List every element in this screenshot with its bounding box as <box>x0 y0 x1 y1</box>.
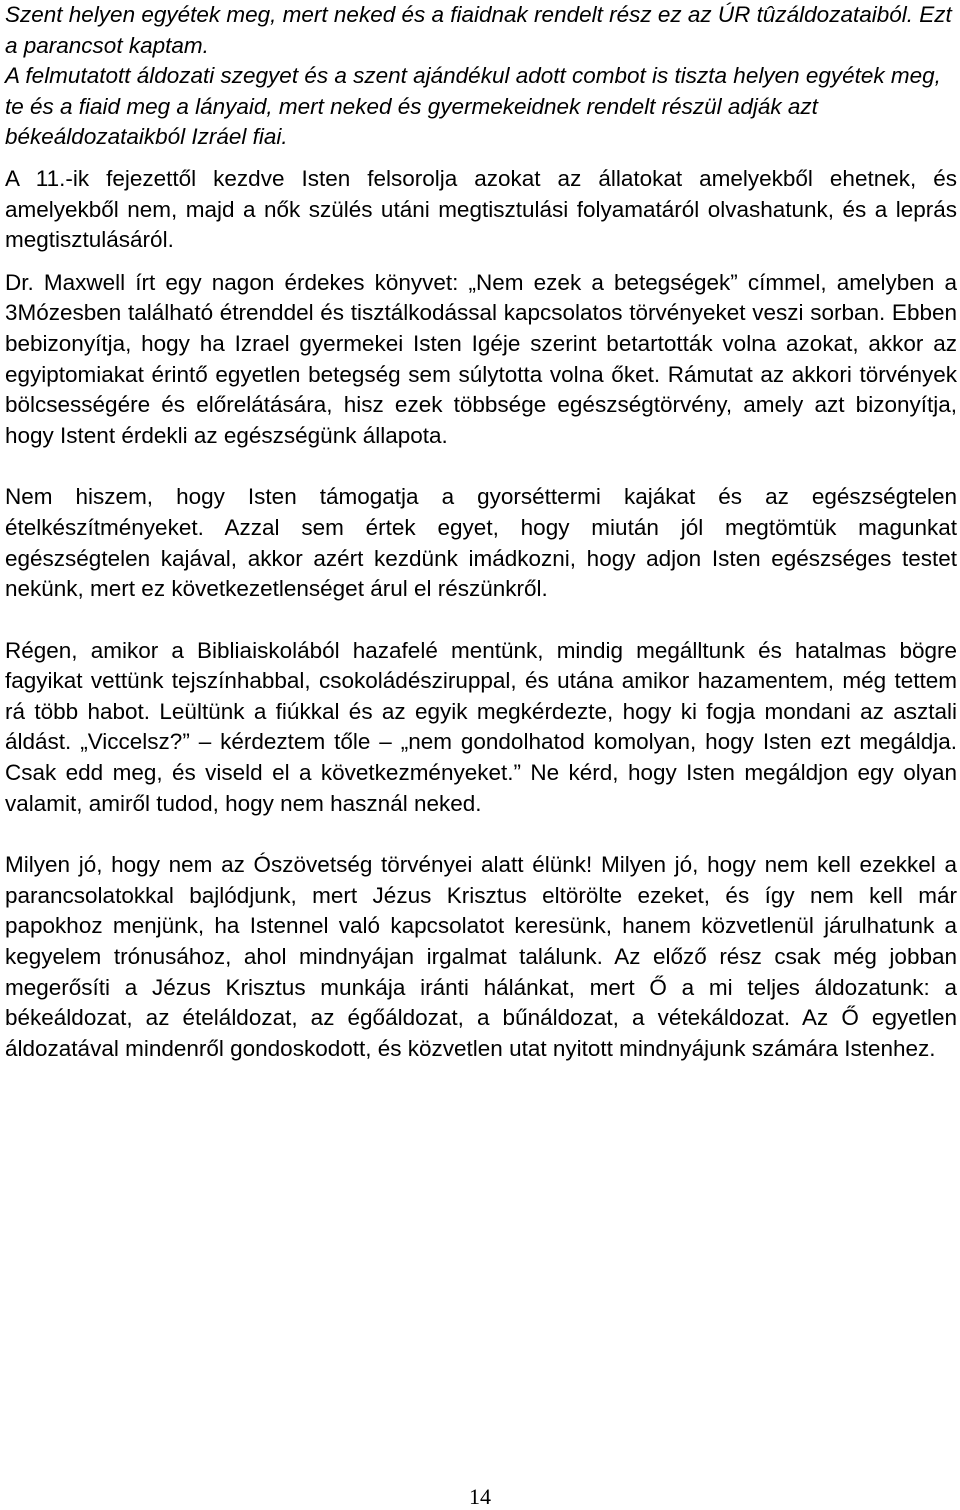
paragraph-new-covenant: Milyen jó, hogy nem az Ószövetség törvényei alatt élünk! Milyen jó, hogy nem kell ezekkel a parancsolatokkal bajlódjunk, mert Jézus Krisztus eltörölte ezeket, és így nem kell már papokhoz menjünk, ha Istennel való kapcsolatot keresünk, hanem közvetlenül járulhatunk a kegyelem trónusához, ahol mindnyájan irgalmat találunk. Az előző rész csak még jobban megerősíti a Jézus Krisztus munkája iránti hálánkat, mert Ő a mi teljes áldozatunk: a békeáldozat, az ételáldozat, az égőáldozat, a bűnáldozat, a vétekáldozat. Az Ő egyetlen áldozatával mindenről gondoskodott, és közvetlen utat nyitott mindnyájunk számára Istenhez. <box>5 852 957 1061</box>
document-page <box>5 0 957 1064</box>
scripture-quote-line-1: Szent helyen egyétek meg, mert neked és a fiaidnak rendelt rész ez az ÚR tûzáldozataiból. Ezt a parancsot kaptam. <box>5 2 952 58</box>
page-number: 14 <box>469 1484 491 1509</box>
paragraph-chapter-11: A 11.-ik fejezettől kezdve Isten felsorolja azokat az állatokat amelyekből ehetnek, és amelyekből nem, majd a nők szülés utáni megtisztulási folyamatáról olvashatunk, és a leprás megtisztulásáról. <box>5 165 957 253</box>
paragraph-ice-cream-story: Régen, amikor a Bibliaiskolából hazafelé mentünk, mindig megálltunk és hatalmas bögre fagyikat vettünk tejszínhabbal, csokoládésziruppal, és utána amikor hazamentem, még tettem rá több habot. Leültünk a fiúkkal és az egyik megkérdezte, hogy ki fogja mondani az asztali áldást. „Viccelsz?” – kérdeztem tőle – „nem gondolhatod komolyan, hogy Isten ezt megáldja. Csak edd meg, és viseld el a következményeket.” Ne kérd, hogy Isten megáldjon egy olyan valamit, amiről tudod, hogy nem használ neked. <box>5 637 957 816</box>
paragraph-fast-food: Nem hiszem, hogy Isten támogatja a gyorséttermi kajákat és az egészségtelen ételkészítményeket. Azzal sem értek egyet, hogy miután jól megtömtük magunkat egészségtelen kajával, akkor azért kezdünk imádkozni, hogy adjon Isten egészséges testet nekünk, mert ez következetlenséget árul el részünkről. <box>5 484 957 602</box>
paragraph-dr-maxwell: Dr. Maxwell írt egy nagon érdekes könyvet: „Nem ezek a betegségek” címmel, amelyben a 3Mózesben található étrenddel és tisztálkodással kapcsolatos törvényeket veszi sorban. Ebben bebizonyítja, hogy ha Izrael gyermekei Isten Igéje szerint betartották volna azokat, akkor az egyiptomiakat érintő egyetlen betegség sem súlytotta volna őket. Rámutat az akkori törvények bölcsességére és előrelátására, hisz ezek többsége egészségtörvény, amely azt bizonyítja, hogy Istent érdekli az egészségünk állapota. <box>5 269 957 448</box>
scripture-quote-line-2: A felmutatott áldozati szegyet és a szent ajándékul adott combot is tiszta helyen egyétek meg, te és a fiaid meg a lányaid, mert neked és gyermekeidnek rendelt részül adják azt békeáldozataikból Izráel fiai. <box>5 63 941 150</box>
